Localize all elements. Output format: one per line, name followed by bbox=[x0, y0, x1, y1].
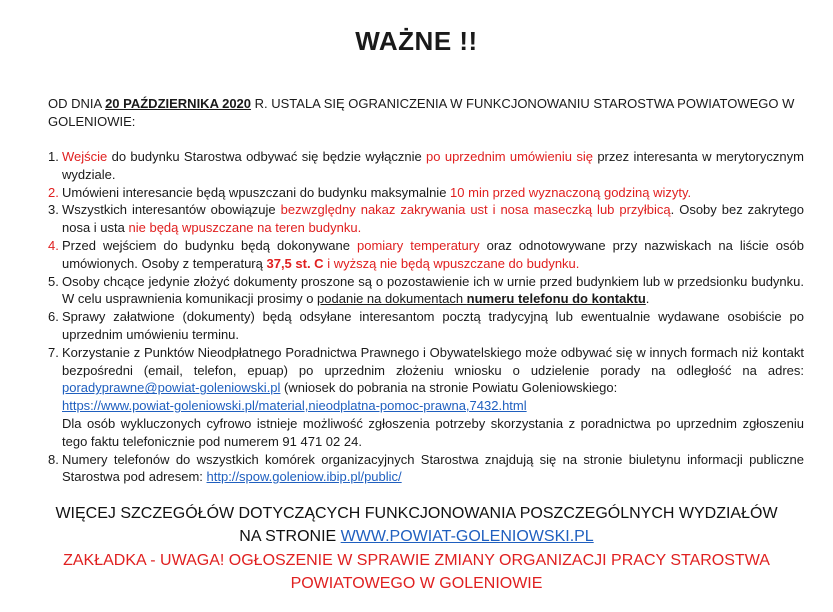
footer-info bbox=[0, 502, 833, 548]
item-text-red: nie będą wpuszczane na teren budynku. bbox=[128, 220, 362, 236]
item-text-red: 10 min przed wyznaczoną godziną wizyty. bbox=[450, 184, 692, 200]
list-item-3 bbox=[48, 201, 804, 237]
item-text: (wniosek do pobrania na stronie Powiatu Goleniowskiego: bbox=[280, 380, 618, 396]
list-item-4 bbox=[48, 237, 804, 273]
list-item-5 bbox=[48, 273, 804, 309]
rules-list bbox=[48, 148, 804, 486]
item-number: 4. bbox=[48, 237, 59, 253]
item-text-red: po uprzednim umówieniu się bbox=[426, 149, 593, 164]
footer-line-3: ZAKŁADKA - UWAGA! OGŁOSZENIE W SPRAWIE ZMIANY ORGANIZACJI PRACY STAROSTWA bbox=[63, 552, 770, 569]
item-text: przez interesanta w merytorycznym wydziale. bbox=[62, 149, 804, 182]
footer-notice bbox=[0, 549, 833, 595]
footer-line-2-text: NA STRONIE bbox=[239, 528, 341, 545]
list-item-8 bbox=[48, 451, 804, 487]
item-text-red-bold: 37,5 st. C bbox=[266, 255, 324, 271]
footer-line-1: WIĘCEJ SZCZEGÓŁÓW DOTYCZĄCYCH FUNKCJONOWANIA POSZCZEGÓLNYCH WYDZIAŁÓW bbox=[55, 505, 778, 522]
item-number: 5. bbox=[48, 273, 59, 289]
list-item-2 bbox=[48, 184, 804, 202]
item-number: 3. bbox=[48, 202, 59, 218]
item-text: Umówieni interesancie będą wpuszczani do budynku maksymalnie bbox=[62, 184, 451, 200]
item-text-bold-underlined: numeru telefonu do kontaktu bbox=[466, 291, 646, 307]
material-link[interactable]: https://www.powiat-goleniowski.pl/material,nieodplatna-pomoc-prawna,7432.html bbox=[62, 398, 527, 414]
email-link[interactable]: poradyprawne@powiat-goleniowski.pl bbox=[62, 380, 281, 396]
website-link[interactable]: WWW.POWIAT-GOLENIOWSKI.PL bbox=[340, 528, 594, 545]
item-number: 7. bbox=[48, 344, 59, 360]
item-number: 2. bbox=[48, 184, 59, 200]
item-text: Osoby chcące jedynie złożyć dokumenty proszone są o pozostawienie ich w urnie przed budynkiem lub w przedsionku budynku. W celu usprawnienia komunikacji prosimy o bbox=[62, 273, 804, 307]
intro-date: 20 PAŹDZIERNIKA 2020 bbox=[105, 96, 252, 111]
item-number: 6. bbox=[48, 309, 59, 325]
item-text: Korzystanie z Punktów Nieodpłatnego Poradnictwa Prawnego i Obywatelskiego może odbywać się w innych formach niż kontakt bezpośredni (email, telefon, epuap) po uprzednim złożeniu wniosku o udzielenie porady na odległość na adres: bbox=[62, 344, 804, 378]
item-text: . bbox=[645, 291, 650, 307]
item-text-red: pomiary temperatury bbox=[357, 237, 480, 253]
list-item-6 bbox=[48, 308, 804, 344]
item-text: Wszystkich interesantów obowiązuje bbox=[62, 202, 281, 218]
footer-line-2 bbox=[0, 525, 833, 548]
item-text-underlined: podanie na dokumentach bbox=[317, 291, 467, 307]
intro-paragraph bbox=[48, 95, 803, 131]
intro-pre: OD DNIA bbox=[48, 96, 106, 111]
item-text: do budynku Starostwa odbywać się będzie wyłącznie bbox=[107, 149, 427, 164]
item-text: Przed wejściem do budynku będą dokonywane bbox=[62, 237, 357, 253]
item-text-red: bezwzględny nakaz zakrywania ust i nosa maseczką lub przyłbicą bbox=[280, 202, 671, 218]
item-text: Numery telefonów do wszystkich komórek organizacyjnych Starostwa znajdują się na stronie biuletynu informacji publiczne Starostwa pod adresem: bbox=[62, 451, 804, 485]
item-text-red: i wyższą nie będą wpuszczane do budynku. bbox=[323, 255, 580, 271]
list-item-7 bbox=[48, 344, 804, 451]
item-text-red: Wejście bbox=[62, 149, 108, 164]
item-text: oraz odnotowywane przy nazwiskach na liście osób umówionych. Osoby z temperaturą bbox=[62, 237, 804, 271]
item-number: 8. bbox=[48, 451, 59, 467]
footer-line-4: POWIATOWEGO W GOLENIOWIE bbox=[290, 575, 543, 592]
item-text: Dla osób wykluczonych cyfrowo istnieje możliwość zgłoszenia potrzeby skorzystania z poradnictwa po uprzednim zgłoszeniu tego faktu telefonicznie pod numerem 91 471 02 24. bbox=[62, 415, 804, 449]
bip-link[interactable]: http://spow.goleniow.ibip.pl/public/ bbox=[206, 469, 402, 485]
intro-post: R. USTALA SIĘ OGRANICZENIA W FUNKCJONOWANIU STAROSTWA POWIATOWEGO W GOLENIOWIE: bbox=[48, 96, 795, 129]
item-number: 1. bbox=[48, 149, 59, 164]
item-text: . Osoby bez zakrytego nosa i usta bbox=[62, 202, 805, 236]
item-text: Sprawy załatwione (dokumenty) będą odsyłane interesantom pocztą tradycyjną lub ewentualnie wydawane osobiście po uprzednim umówieniu terminu. bbox=[62, 309, 804, 342]
list-item-1 bbox=[48, 148, 804, 184]
page-title: WAŻNE !! bbox=[355, 26, 478, 56]
